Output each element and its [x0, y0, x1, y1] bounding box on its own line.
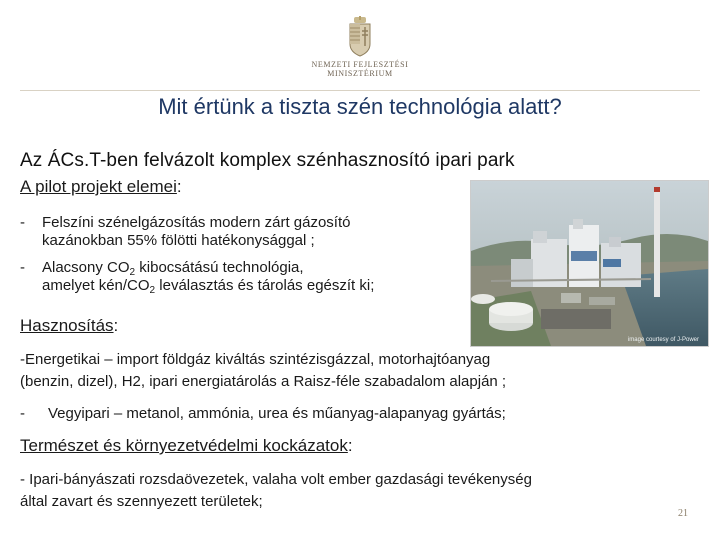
- usage-paragraph-1: [20, 349, 506, 393]
- usage-item-2-dash: -: [20, 405, 25, 422]
- usage-heading-colon: :: [113, 316, 119, 335]
- bullet-1-line2: kazánokban 55% fölötti hatékonysággal ;: [42, 232, 315, 249]
- pilot-heading: [20, 177, 182, 197]
- ministry-logo: [300, 16, 420, 82]
- bullet-2-line2-sub: 2: [149, 285, 156, 296]
- page-number: 21: [678, 508, 688, 519]
- pilot-heading-colon: :: [176, 177, 182, 196]
- usage-line-2: (benzin, dizel), H2, ipari energiatárolás a Raisz-féle szabadalom alapján ;: [20, 373, 507, 390]
- slide-title: Mit értünk a tiszta szén technológia alatt?: [158, 94, 562, 119]
- pilot-bullet-1: [20, 214, 350, 250]
- bullet-1-line1: Felszíni szénelgázosítás modern zárt gázosító: [42, 214, 351, 231]
- power-plant-illustration: [471, 181, 708, 346]
- bullet-2-line1-sub: 2: [129, 267, 136, 278]
- photo-credit: image courtesy of J-Power: [627, 337, 699, 343]
- risk-line-2: által zavart és szennyezett területek;: [20, 493, 263, 510]
- risk-line-1: - Ipari-bányászati rozsdaövezetek, valaha volt ember gazdasági tevékenység: [20, 471, 532, 488]
- coat-of-arms-icon: [346, 16, 374, 58]
- risk-heading-text: Természet és környezetvédelmi kockázatok: [20, 436, 348, 455]
- bullet-2-line2-b: leválasztás és tárolás egészít ki;: [155, 277, 375, 294]
- usage-line-1: -Energetikai – import földgáz kiváltás szintézisgázzal, motorhajtóanyag: [20, 351, 491, 368]
- logo-text-line1: NEMZETI FEJLESZTÉSI: [311, 60, 409, 69]
- bullet-2-line2-a: amelyet kén/CO: [42, 277, 150, 294]
- usage-heading: [20, 316, 118, 336]
- title-divider: [20, 90, 700, 91]
- risk-heading-colon: :: [347, 436, 353, 455]
- bullet-dash: -: [20, 214, 25, 231]
- risk-heading: [20, 436, 353, 456]
- risk-paragraph: [20, 469, 532, 513]
- logo-text-line2: MINISZTÉRIUM: [327, 69, 393, 78]
- pilot-bullet-2: [20, 259, 374, 295]
- pilot-heading-text: A pilot projekt elemei: [20, 177, 177, 196]
- usage-item-2: [20, 405, 506, 422]
- usage-item-2-text: Vegyipari – metanol, ammónia, urea és műanyag-alapanyag gyártás;: [48, 405, 506, 422]
- bullet-2-line1-b: kibocsátású technológia,: [135, 259, 304, 276]
- slide-subtitle: Az ÁCs.T-ben felvázolt komplex szénhasznosító ipari park: [20, 150, 515, 171]
- usage-heading-text: Hasznosítás: [20, 316, 114, 335]
- bullet-2-line1-a: Alacsony CO: [42, 259, 130, 276]
- bullet-dash: -: [20, 259, 25, 276]
- power-plant-photo: [470, 180, 709, 347]
